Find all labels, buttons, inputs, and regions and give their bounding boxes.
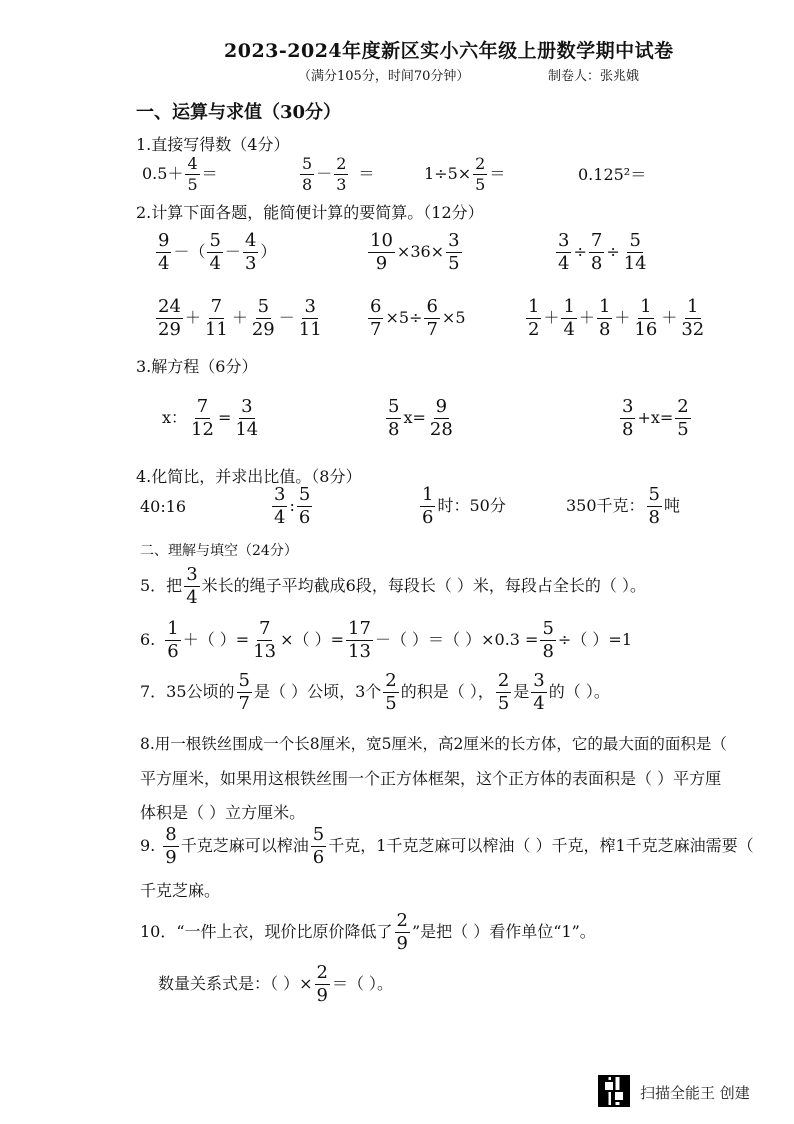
- q4-item-c: $\frac{1}{6}$ 时：50分: [422, 484, 506, 528]
- q10: 10．“一件上衣，现价比原价降低了 $\frac{2}{9}$ ”是把（ ）看作单位“1”。: [140, 910, 596, 954]
- q2-expr-2: $\frac{10}{9}$ ×36× $\frac{3}{5}$: [370, 230, 460, 274]
- q9-line-1: 9. $\frac{8}{9}$ 千克芝麻可以榨油 $\frac{5}{6}$ 千克，1千克芝麻可以榨油（ ）千克，榨1千克芝麻油需要（: [140, 824, 754, 868]
- q5: 5．把 $\frac{3}{4}$ 米长的绳子平均截成6段，每段长（ ）米，每段占全长的（ ）。: [140, 564, 646, 608]
- q8-line-1: 8.用一根铁丝围成一个长8厘米，宽5厘米，高2厘米的长方体，它的最大面的面积是（: [140, 735, 727, 753]
- section-1-title: 一、运算与求值（30分）: [136, 102, 342, 123]
- q1-item-b: $\frac{5}{8}$ － $\frac{2}{3}$ ＝: [302, 154, 375, 194]
- q2-expr-1: $\frac{9}{4}$ －（ $\frac{5}{4}$ － $\frac{4}{3}$ ）: [158, 230, 277, 274]
- q4-item-d: 350千克： $\frac{5}{8}$ 吨: [566, 484, 681, 528]
- q3-equation-2: $\frac{5}{8}$ x= $\frac{9}{28}$: [388, 396, 453, 440]
- q2-expr-3: $\frac{3}{4}$ ÷ $\frac{7}{8}$ ÷ $\frac{5}{14}$: [558, 230, 647, 274]
- q1-label: 1.直接写得数（4分）: [136, 135, 290, 154]
- q2-expr-5: $\frac{6}{7}$ ×5÷ $\frac{6}{7}$ ×5: [370, 296, 466, 340]
- q3-equation-3: $\frac{3}{8}$ +x= $\frac{2}{5}$: [622, 396, 689, 440]
- q7: 7．35公顷的 $\frac{5}{7}$ 是（ ）公顷，3个 $\frac{2}{5}$ 的积是（ ）， $\frac{2}{5}$ 是 $\frac{3}{4}$ 的（ ）。: [140, 670, 610, 714]
- q3-label: 3.解方程（6分）: [136, 357, 258, 376]
- q1-item-c: 1÷5× $\frac{2}{5}$ ＝: [424, 154, 506, 194]
- q8-line-2: 平方厘米，如果用这根铁丝围一个正方体框架，这个正方体的表面积是（ ）平方厘: [140, 769, 722, 788]
- q6: 6. $\frac{1}{6}$ ＋（ ）= $\frac{7}{13}$ ×（ ）= $\frac{17}{13}$ －（ ）＝（ ）×0.3 = $\frac{5}{8}$ ÷（ ）=1: [140, 618, 633, 662]
- exam-author: 制卷人：张兆娥: [548, 69, 640, 84]
- q3-equation-1: x： $\frac{7}{12}$ = $\frac{3}{14}$: [162, 396, 259, 440]
- scanner-watermark: 扫描全能王 创建: [640, 1084, 750, 1102]
- exam-title: 2023-2024年度新区实小六年级上册数学期中试卷: [224, 40, 674, 62]
- q2-expr-4: $\frac{24}{29}$ ＋ $\frac{7}{11}$ ＋ $\frac{5}{29}$ － $\frac{3}{11}$: [158, 296, 322, 340]
- q1-item-d: 0.125²＝: [578, 165, 647, 184]
- q10-relation: 数量关系式是：（ ）× $\frac{2}{9}$ ＝（ ）。: [158, 962, 394, 1006]
- q9-line-2: 千克芝麻。: [140, 881, 221, 900]
- q4-label: 4.化简比，并求出比值。（8分）: [136, 467, 362, 486]
- qr-code-icon: [598, 1075, 630, 1107]
- section-2-title: 二、理解与填空（24分）: [140, 543, 298, 559]
- q2-label: 2.计算下面各题，能简便计算的要简算。（12分）: [136, 203, 484, 222]
- q4-item-b: $\frac{3}{4}$ : $\frac{5}{6}$: [274, 484, 311, 528]
- exam-subtitle: （满分105分，时间70分钟）: [298, 69, 470, 84]
- q4-item-a: 40:16: [140, 497, 187, 516]
- q2-expr-6: $\frac{1}{2}$ ＋ $\frac{1}{4}$ ＋ $\frac{1}{8}$ ＋ $\frac{1}{16}$ ＋ $\frac{1}{32}$: [528, 296, 705, 340]
- q1-item-a: 0.5＋ $\frac{4}{5}$ ＝: [142, 154, 218, 194]
- q8-line-3: 体积是（ ）立方厘米。: [140, 803, 306, 822]
